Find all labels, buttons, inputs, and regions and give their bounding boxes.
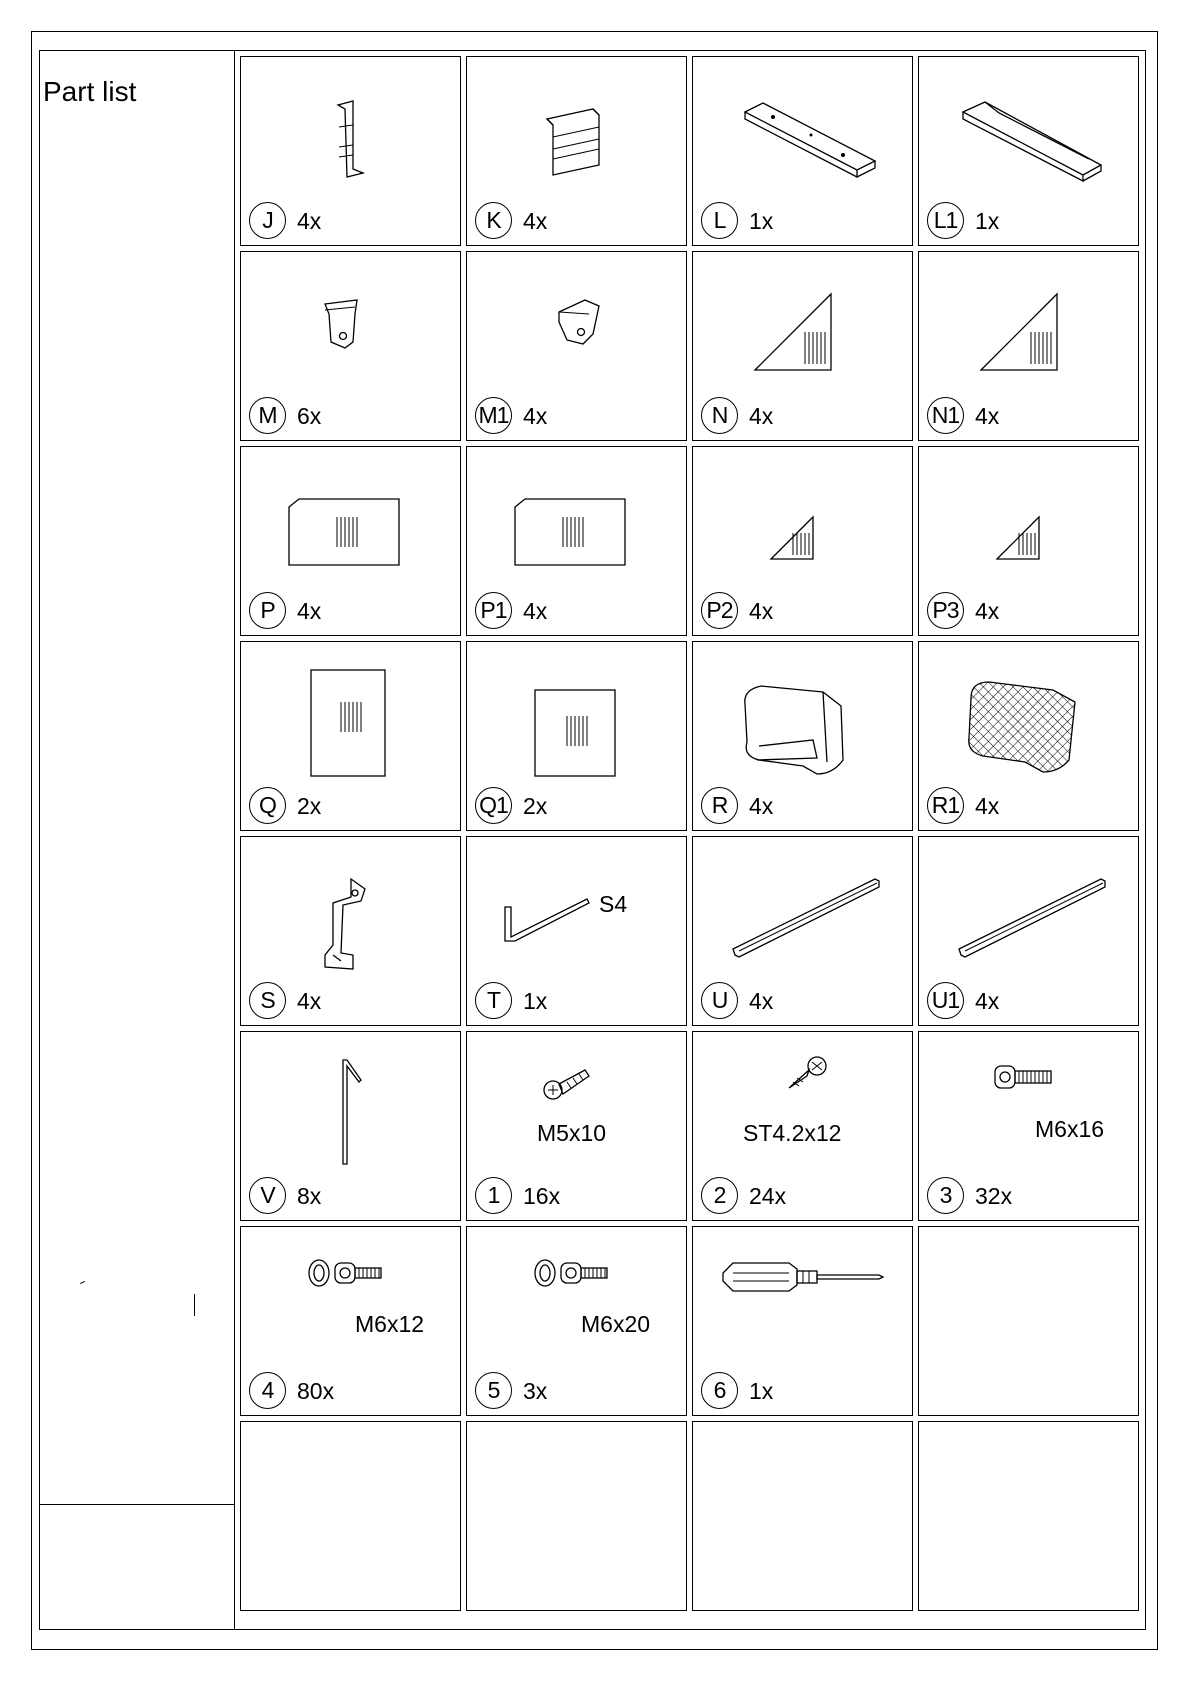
part-quantity: 4x bbox=[749, 793, 774, 819]
part-cell-n1 bbox=[918, 251, 1139, 441]
part-id-badge: L1 bbox=[927, 202, 964, 239]
part-quantity: 2x bbox=[297, 793, 322, 819]
part-quantity: 4x bbox=[975, 403, 1000, 429]
part-cell-l bbox=[692, 56, 913, 246]
part-quantity: 4x bbox=[523, 403, 548, 429]
part-cell-l1 bbox=[918, 56, 1139, 246]
part-cell-p3 bbox=[918, 446, 1139, 636]
part-cell-1 bbox=[466, 1031, 687, 1221]
empty-part-cell bbox=[692, 1421, 913, 1611]
stray-mark bbox=[194, 1294, 195, 1316]
part-size-label: M6x12 bbox=[355, 1311, 425, 1337]
part-size-label: M5x10 bbox=[537, 1120, 607, 1146]
part-id-badge: P bbox=[249, 592, 286, 629]
part-size-label: ST4.2x12 bbox=[743, 1120, 842, 1146]
part-id-badge: Q bbox=[249, 787, 286, 824]
part-quantity: 2x bbox=[523, 793, 548, 819]
part-cell-6 bbox=[692, 1226, 913, 1416]
part-cell-3 bbox=[918, 1031, 1139, 1221]
part-quantity: 1x bbox=[975, 208, 1000, 234]
part-quantity: 4x bbox=[975, 793, 1000, 819]
part-cell-5 bbox=[466, 1226, 687, 1416]
sidebar-divider bbox=[234, 50, 235, 1630]
part-quantity: 1x bbox=[749, 208, 774, 234]
part-quantity: 4x bbox=[749, 598, 774, 624]
empty-part-cell bbox=[240, 1421, 461, 1611]
part-id-badge: 1 bbox=[475, 1177, 512, 1214]
part-id-badge: 6 bbox=[701, 1372, 738, 1409]
part-id-badge: 2 bbox=[701, 1177, 738, 1214]
part-size-label: M6x20 bbox=[581, 1311, 651, 1337]
part-id-badge: P2 bbox=[701, 592, 738, 629]
part-cell-u bbox=[692, 836, 913, 1026]
part-id-badge: P3 bbox=[927, 592, 964, 629]
sidebar-footer-divider bbox=[39, 1504, 234, 1505]
part-quantity: 4x bbox=[523, 208, 548, 234]
empty-part-cell bbox=[918, 1226, 1139, 1416]
part-quantity: 4x bbox=[297, 208, 322, 234]
part-quantity: 4x bbox=[749, 988, 774, 1014]
part-size-label: S4 bbox=[599, 891, 628, 917]
part-id-badge: 3 bbox=[927, 1177, 964, 1214]
part-quantity: 1x bbox=[749, 1378, 774, 1404]
part-cell-k bbox=[466, 56, 687, 246]
part-id-badge: R bbox=[701, 787, 738, 824]
part-quantity: 4x bbox=[975, 988, 1000, 1014]
part-id-badge: T bbox=[475, 982, 512, 1019]
part-cell-r1 bbox=[918, 641, 1139, 831]
part-id-badge: L bbox=[701, 202, 738, 239]
part-id-badge: 4 bbox=[249, 1372, 286, 1409]
part-id-badge: N1 bbox=[927, 397, 964, 434]
part-cell-r bbox=[692, 641, 913, 831]
part-cell-m bbox=[240, 251, 461, 441]
part-id-badge: M bbox=[249, 397, 286, 434]
part-cell-u1 bbox=[918, 836, 1139, 1026]
part-cell-n bbox=[692, 251, 913, 441]
part-cell-v bbox=[240, 1031, 461, 1221]
part-quantity: 4x bbox=[749, 403, 774, 429]
part-quantity: 3x bbox=[523, 1378, 548, 1404]
part-cell-q bbox=[240, 641, 461, 831]
part-id-badge: Q1 bbox=[475, 787, 512, 824]
part-quantity: 4x bbox=[297, 988, 322, 1014]
part-quantity: 80x bbox=[297, 1378, 335, 1404]
part-cell-q1 bbox=[466, 641, 687, 831]
part-id-badge: 5 bbox=[475, 1372, 512, 1409]
part-cell-p2 bbox=[692, 446, 913, 636]
part-id-badge: J bbox=[249, 202, 286, 239]
part-id-badge: S bbox=[249, 982, 286, 1019]
part-id-badge: P1 bbox=[475, 592, 512, 629]
part-quantity: 6x bbox=[297, 403, 322, 429]
part-quantity: 4x bbox=[297, 598, 322, 624]
part-quantity: 4x bbox=[523, 598, 548, 624]
part-id-badge: U1 bbox=[927, 982, 964, 1019]
part-id-badge: M1 bbox=[475, 397, 512, 434]
part-quantity: 1x bbox=[523, 988, 548, 1014]
part-cell-t bbox=[466, 836, 687, 1026]
part-cell-2 bbox=[692, 1031, 913, 1221]
part-cell-4 bbox=[240, 1226, 461, 1416]
part-id-badge: N bbox=[701, 397, 738, 434]
part-id-badge: U bbox=[701, 982, 738, 1019]
part-cell-p1 bbox=[466, 446, 687, 636]
part-id-badge: K bbox=[475, 202, 512, 239]
part-id-badge: R1 bbox=[927, 787, 964, 824]
empty-part-cell bbox=[466, 1421, 687, 1611]
part-quantity: 4x bbox=[975, 598, 1000, 624]
part-quantity: 8x bbox=[297, 1183, 322, 1209]
empty-part-cell bbox=[918, 1421, 1139, 1611]
part-size-label: M6x16 bbox=[1035, 1116, 1105, 1142]
part-cell-m1 bbox=[466, 251, 687, 441]
page-title: Part list bbox=[43, 76, 137, 107]
part-quantity: 24x bbox=[749, 1183, 787, 1209]
part-cell-s bbox=[240, 836, 461, 1026]
part-id-badge: V bbox=[249, 1177, 286, 1214]
part-quantity: 16x bbox=[523, 1183, 561, 1209]
part-cell-j bbox=[240, 56, 461, 246]
part-quantity: 32x bbox=[975, 1183, 1013, 1209]
part-cell-p bbox=[240, 446, 461, 636]
